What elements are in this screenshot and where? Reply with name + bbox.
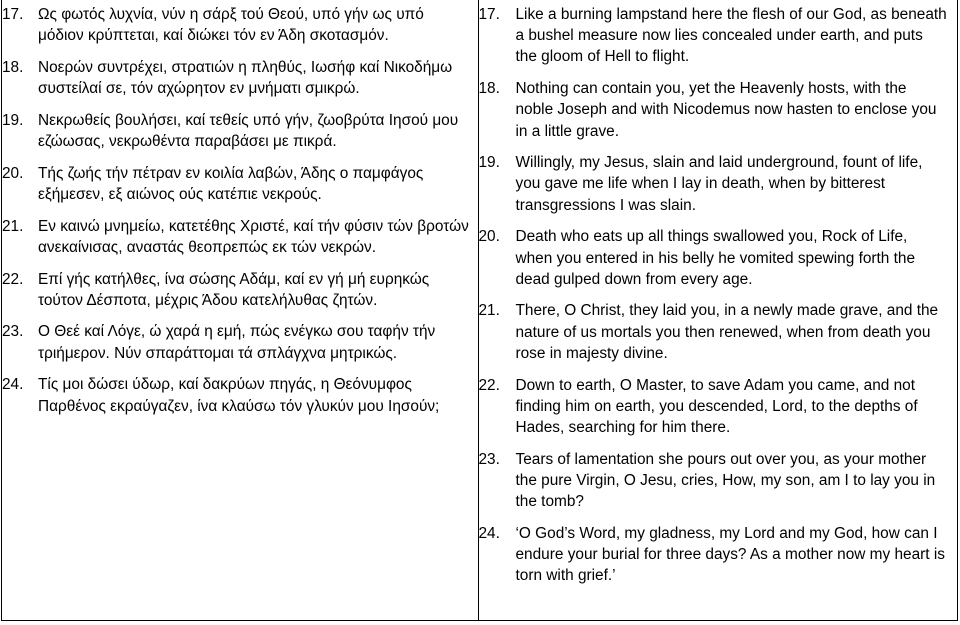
verse-text: There, O Christ, they laid you, in a newly made grave, and the nature of us mortals you then renewed, when from death you rose in majesty divine. — [515, 302, 939, 362]
greek-verse — [2, 216, 470, 258]
verse-text: Νοερών συντρέχει, στρατιών η πληθύς, Ιωσήφ καί Νικοδήμω συστείλαί σε, τόν αχώρητον εν μνήματι σμικρώ. — [38, 58, 453, 98]
verse-number: 19. — [478, 154, 500, 172]
verse-text: Τής ζωής τήν πέτραν εν κοιλία λαβών, Άδης ο παμφάγος εξήμεσεν, εξ αιώνος ούς κατέπιε νεκρούς. — [38, 164, 424, 203]
verse-number: 23. — [478, 450, 500, 468]
verse-text: ‘O God’s Word, my gladness, my Lord and my God, how can I endure your burial for three days? As a mother now my heart is torn with grief.’ — [515, 524, 945, 585]
verse-number: 24. — [478, 524, 500, 542]
verse-number: 20. — [478, 228, 500, 246]
verse-number: 22. — [478, 376, 500, 394]
verse-text: Ως φωτός λυχνία, νύν η σάρξ τού Θεού, υπό γήν ως υπό μόδιον κρύπτεται, καί διώκει τόν εν Άδη σκοτασμόν. — [38, 6, 424, 45]
english-verse — [478, 226, 948, 290]
verse-text: Επί γής κατήλθες, ίνα σώσης Αδάμ, καί εν γή μή ευρηκώς τούτον Δέσποτα, μέχρις Άδου κατελήλυθας ζητών. — [38, 270, 430, 309]
greek-verse — [2, 163, 470, 205]
verse-number: 18. — [2, 58, 24, 76]
verse-number: 18. — [478, 80, 500, 98]
verse-number: 21. — [478, 302, 500, 320]
english-verse — [478, 523, 948, 587]
english-verse — [478, 152, 948, 216]
greek-verse — [2, 110, 470, 152]
english-verse — [478, 300, 948, 364]
verse-number: 17. — [2, 6, 24, 23]
verse-number: 17. — [478, 6, 500, 23]
greek-verse — [2, 374, 470, 416]
verse-text: Ο Θεέ καί Λόγε, ώ χαρά η εμή, πώς ενέγκω σου ταφήν τήν τριήμερον. Νύν σπαράττομαι τά σπλάγχνα μητρικώς. — [38, 323, 436, 362]
greek-verse — [2, 269, 470, 311]
verse-text: Death who eats up all things swallowed you, Rock of Life, when you entered in his belly he vomited spewing forth the dead gulped down from every age. — [515, 228, 916, 288]
english-verse — [478, 78, 948, 142]
verse-text: Nothing can contain you, yet the Heavenly hosts, with the noble Joseph and with Nicodemus now hasten to enclose you in a little grave. — [515, 80, 937, 140]
greek-column — [2, 0, 479, 620]
greek-verse — [2, 321, 470, 363]
hymn-table — [1, 0, 958, 621]
greek-verse — [2, 57, 470, 99]
verse-text: Tears of lamentation she pours out over you, as your mother the pure Virgin, O Jesu, cries, How, my son, am I to lay you in the tomb? — [515, 450, 936, 511]
verse-text: Εν καινώ μνημείω, κατετέθης Χριστέ, καί τήν φύσιν τών βροτών ανεκαίνισας, αναστάς θεοπρεπώς εκ τών νεκρών. — [38, 217, 469, 256]
verse-text: Νεκρωθείς βουλήσει, καί τεθείς υπό γήν, ζωοβρύτα Ιησού μου εζώωσας, νεκρωθέντα παραβάσει με πικρά. — [38, 111, 459, 151]
verse-number: 21. — [2, 217, 24, 235]
verse-number: 22. — [2, 270, 24, 288]
verse-number: 19. — [2, 111, 24, 129]
english-verse — [478, 4, 948, 68]
verse-number: 20. — [2, 164, 24, 182]
greek-verse — [2, 4, 470, 46]
verse-number: 23. — [2, 323, 24, 341]
english-verse — [478, 375, 948, 439]
english-verse — [478, 449, 948, 513]
verse-text: Τίς μοι δώσει ύδωρ, καί δακρύων πηγάς, η Θεόνυμφος Παρθένος εκραύγαζεν, ίνα κλαύσω τόν γλυκύν μου Ιησούν; — [38, 376, 440, 415]
verse-text: Down to earth, O Master, to save Adam you came, and not finding him on earth, you descended, Lord, to the depths of Hades, searching for him there. — [515, 376, 918, 436]
english-column — [479, 0, 958, 620]
verse-text: Willingly, my Jesus, slain and laid underground, fount of life, you gave me life when I lay in death, when by bitterest transgressions I was slain. — [515, 154, 923, 214]
verse-text: Like a burning lampstand here the flesh of our God, as beneath a bushel measure now lies concealed under earth, and puts the gloom of Hell to flight. — [515, 6, 947, 66]
verse-number: 24. — [2, 376, 24, 394]
